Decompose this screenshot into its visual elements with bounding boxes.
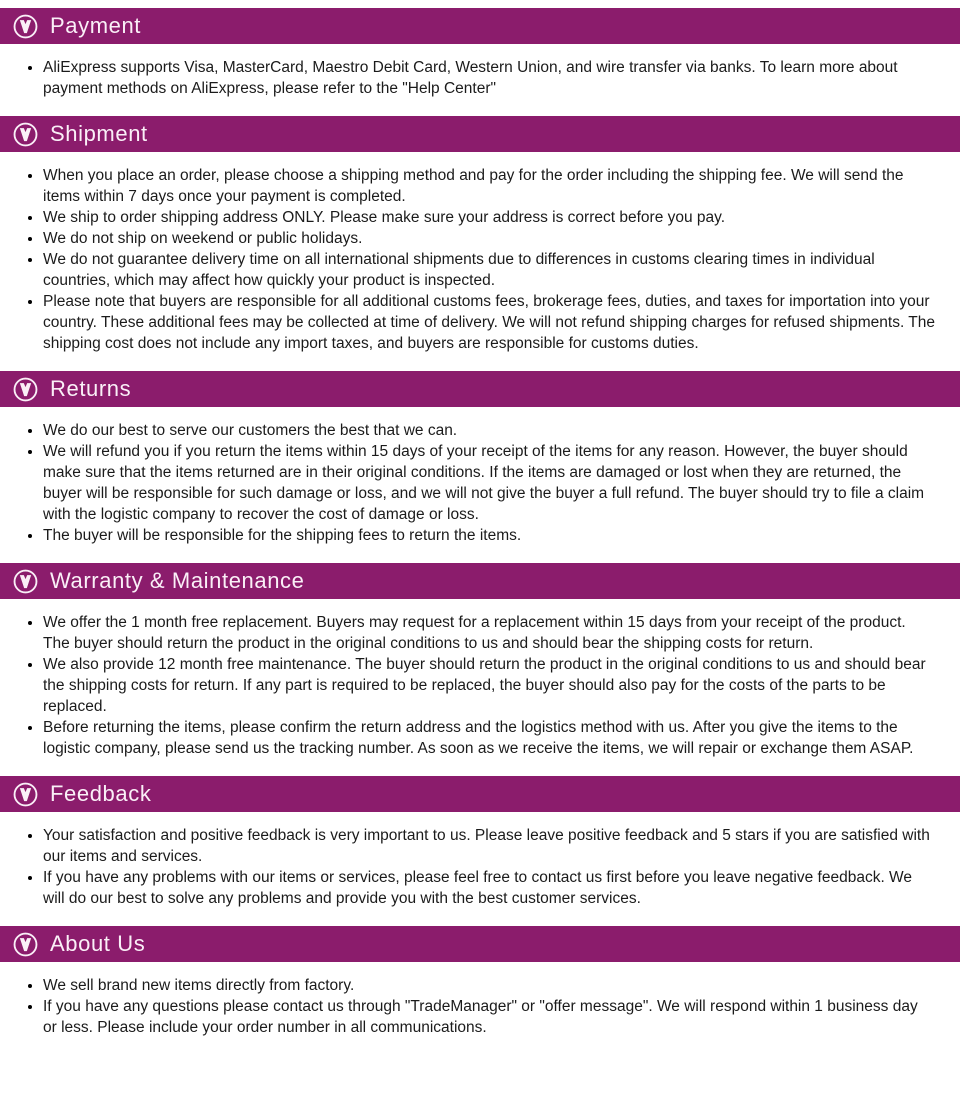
bullet-item: • We will refund you if you return the items within 15 days of your receipt of the items for any reason. However, the buyer should make sure that the items returned are in their original conditions. If the items are damaged or lost when they are returned, the buyer will be responsible for such damage or loss, and we will not give the buyer a full refund. The buyer should try to file a claim with the logistic company to recover the cost of damage or loss. <box>43 441 935 525</box>
bullet-item: • If you have any problems with our items or services, please feel free to contact us first before you leave negative feedback. We will do our best to solve any problems and provide you with the best customer services. <box>43 867 935 909</box>
section-title: Shipment <box>50 121 148 146</box>
section-title: Warranty & Maintenance <box>50 568 305 593</box>
section-header-shipment <box>0 116 960 152</box>
section-returns <box>0 371 960 563</box>
section-shipment <box>0 116 960 371</box>
v-circle-logo-icon <box>12 13 39 40</box>
section-payment <box>0 8 960 116</box>
section-title: Payment <box>50 13 142 38</box>
v-circle-logo-icon <box>12 931 39 958</box>
bullet-item: • We do not guarantee delivery time on all international shipments due to differences in customs clearing times in individual countries, which may affect how quickly your product is inspected. <box>43 249 935 291</box>
v-circle-logo-icon <box>12 376 39 403</box>
section-body-payment <box>0 44 960 116</box>
section-body-about-us <box>0 962 960 1043</box>
section-about-us <box>0 926 960 1043</box>
bullet-item: • The buyer will be responsible for the shipping fees to return the items. <box>43 525 935 546</box>
bullet-list <box>0 825 935 909</box>
section-body-returns <box>0 407 960 563</box>
section-warranty <box>0 563 960 776</box>
bullet-list <box>0 165 935 354</box>
bullet-item: • We do our best to serve our customers the best that we can. <box>43 420 935 441</box>
section-header-returns <box>0 371 960 407</box>
bullet-item: • We sell brand new items directly from factory. <box>43 975 935 996</box>
section-feedback <box>0 776 960 926</box>
bullet-item: • Your satisfaction and positive feedback is very important to us. Please leave positive feedback and 5 stars if you are satisfied with our items and services. <box>43 825 935 867</box>
bullet-item: • We do not ship on weekend or public holidays. <box>43 228 935 249</box>
bullet-item: • Before returning the items, please confirm the return address and the logistics method with us. After you give the items to the logistic company, please send us the tracking number. As soon as we receive the items, we will repair or exchange them ASAP. <box>43 717 935 759</box>
section-title: Feedback <box>50 781 152 806</box>
bullet-item: • Please note that buyers are responsible for all additional customs fees, brokerage fees, duties, and taxes for importation into your country. These additional fees may be collected at time of delivery. We will not refund shipping charges for refused shipments. The shipping cost does not include any import taxes, and buyers are responsible for customs duties. <box>43 291 935 354</box>
bullet-list <box>0 57 935 99</box>
section-header-feedback <box>0 776 960 812</box>
section-header-payment <box>0 8 960 44</box>
v-circle-logo-icon <box>12 781 39 808</box>
v-circle-logo-icon <box>12 121 39 148</box>
section-body-shipment <box>0 152 960 371</box>
v-circle-logo-icon <box>12 568 39 595</box>
bullet-item: • We also provide 12 month free maintenance. The buyer should return the product in the original conditions to us and should bear the shipping costs for return. If any part is required to be replaced, the buyer should also pay for the costs of the parts to be replaced. <box>43 654 935 717</box>
bullet-item: • When you place an order, please choose a shipping method and pay for the order including the shipping fee. We will send the items within 7 days once your payment is completed. <box>43 165 935 207</box>
section-header-about-us <box>0 926 960 962</box>
bullet-item: • AliExpress supports Visa, MasterCard, Maestro Debit Card, Western Union, and wire transfer via banks. To learn more about payment methods on AliExpress, please refer to the "Help Center" <box>43 57 935 99</box>
section-title: About Us <box>50 931 146 956</box>
bullet-list <box>0 420 935 546</box>
section-body-feedback <box>0 812 960 926</box>
section-header-warranty <box>0 563 960 599</box>
bullet-item: • If you have any questions please contact us through "TradeManager" or "offer message". We will respond within 1 business day or less. Please include your order number in all communications. <box>43 996 935 1038</box>
section-title: Returns <box>50 376 132 401</box>
bullet-list <box>0 975 935 1038</box>
bullet-item: • We offer the 1 month free replacement. Buyers may request for a replacement within 15 days from your receipt of the product. The buyer should return the product in the original conditions to us and should bear the shipping costs for return. <box>43 612 935 654</box>
bullet-item: • We ship to order shipping address ONLY. Please make sure your address is correct before you pay. <box>43 207 935 228</box>
section-body-warranty <box>0 599 960 776</box>
bullet-list <box>0 612 935 759</box>
